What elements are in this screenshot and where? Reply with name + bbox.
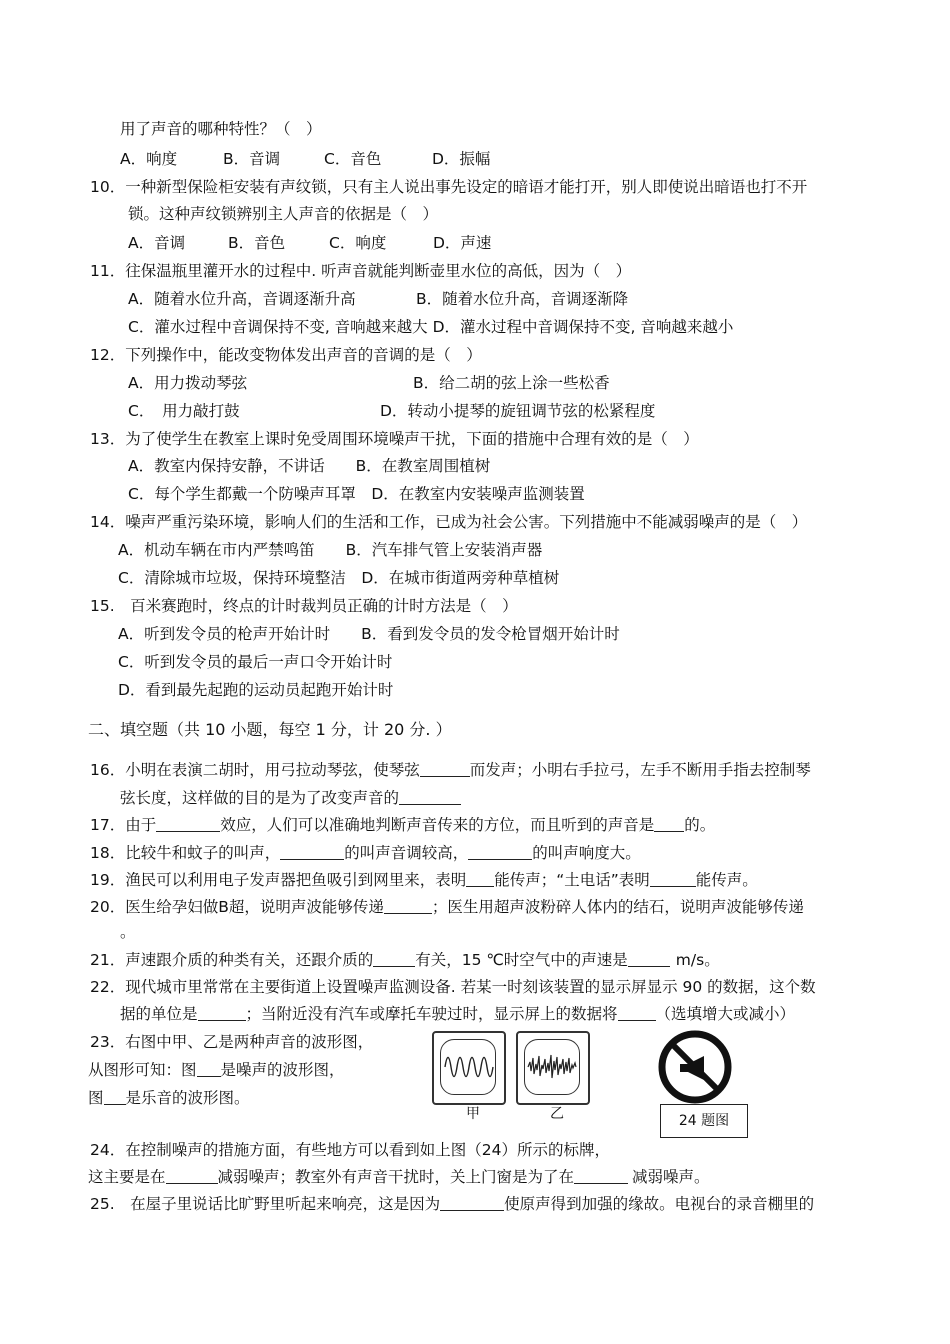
q24-text-3: 减弱噪声。 (632, 1168, 710, 1186)
q12-option-c: C． 用力敲打鼓 (128, 402, 240, 420)
figure-label-jia: 甲 (466, 1106, 480, 1122)
no-honking-sign-icon (658, 1030, 732, 1104)
q12-stem: 12．下列操作中，能改变物体发出声音的音调的是（ ） (90, 346, 482, 364)
q11-option-cd: C．灌水过程中音调保持不变, 音响越来越大 D．灌水过程中音调保持不变, 音响越来越小 (128, 318, 734, 336)
q13-option-ab: A．教室内保持安静，不讲话 B．在教室周围植树 (128, 457, 491, 475)
figure-label-yi: 乙 (550, 1106, 564, 1122)
q25-text-1: 25. 在屋子里说话比旷野里听起来响亮，这是因为 (90, 1195, 441, 1213)
q18-line (90, 843, 641, 863)
sine-wave-icon (441, 1040, 495, 1094)
answer-blank[interactable] (197, 1062, 221, 1077)
sign-caption: 24 题图 (660, 1104, 748, 1138)
q19-text-3: 能传声。 (695, 871, 758, 889)
q9-option-b: B．音调 (223, 150, 281, 168)
noise-wave-icon (525, 1040, 579, 1094)
q16-text-1: 16．小明在表演二胡时，用弓拉动琴弦，使琴弦 (90, 761, 420, 779)
q24-text-1: 这主要是在 (88, 1168, 166, 1186)
q12-option-a: A．用力拨动琴弦 (128, 374, 248, 392)
q17-text-3: 的。 (684, 816, 716, 834)
q13-option-cd: C．每个学生都戴一个防噪声耳罩 D．在教室内安装噪声监测装置 (128, 485, 585, 503)
q10-line1: 10．一种新型保险柜安装有声纹锁，只有主人说出事先设定的暗语才能打开，别人即使说出暗语也打不开 (90, 178, 808, 196)
waveform-jia-screen (432, 1031, 506, 1105)
q23-line1: 23．右图中甲、乙是两种声音的波形图， (90, 1033, 374, 1051)
q20-line2: 。 (120, 923, 136, 941)
q9-option-a: A．响度 (120, 150, 178, 168)
q15-option-ab: A．听到发令员的枪声开始计时 B．看到发令员的发令枪冒烟开始计时 (118, 625, 620, 643)
q23-line3 (88, 1088, 250, 1108)
q17-text-2: 效应，人们可以准确地判断声音传来的方位，而且听到的声音是 (220, 816, 655, 834)
answer-blank[interactable] (166, 1169, 218, 1184)
answer-blank[interactable] (654, 817, 684, 832)
answer-blank[interactable] (420, 762, 470, 777)
q20-text-1: 20．医生给孕妇做B超，说明声波能够传递 (90, 898, 384, 916)
q20-line1 (90, 897, 804, 917)
q10-option-a: A．音调 (128, 234, 186, 252)
answer-blank[interactable] (574, 1169, 628, 1184)
q23-text-3: 图 (88, 1089, 104, 1107)
q11-option-b: B．随着水位升高，音调逐渐降 (416, 290, 629, 308)
q21-line (90, 950, 720, 970)
answer-blank[interactable] (198, 1006, 246, 1021)
waveform-yi-screen (516, 1031, 590, 1105)
q11-stem: 11．往保温瓶里灌开水的过程中. 听声音就能判断壶里水位的高低，因为（ ） (90, 262, 632, 280)
q13-stem: 13．为了使学生在教室上课时免受周围环境噪声干扰，下面的措施中合理有效的是（ ） (90, 430, 699, 448)
q14-option-cd: C．清除城市垃圾，保持环境整洁 D．在城市街道两旁种草植树 (118, 569, 560, 587)
q10-option-c: C．响度 (329, 234, 387, 252)
waveform-jia-display (440, 1039, 496, 1095)
q23-text-1: 从图形可知：图 (88, 1061, 197, 1079)
answer-blank[interactable] (399, 790, 461, 805)
answer-blank[interactable] (104, 1090, 126, 1105)
answer-blank[interactable] (618, 1006, 656, 1021)
q15-option-c: C．听到发令员的最后一声口令开始计时 (118, 653, 393, 671)
q16-text-3: 弦长度，这样做的目的是为了改变声音的 (120, 789, 400, 807)
answer-blank[interactable] (280, 845, 344, 860)
waveform-yi-display (524, 1039, 580, 1095)
q9-stem-end: 用了声音的哪种特性？（ ） (120, 120, 322, 138)
q21-text-1: 21．声速跟介质的种类有关，还跟介质的 (90, 951, 374, 969)
answer-blank[interactable] (440, 1196, 504, 1211)
answer-blank[interactable] (156, 817, 220, 832)
q18-text-3: 的叫声响度大。 (532, 844, 641, 862)
q19-text-2: 能传声；“土电话”表明 (494, 871, 650, 889)
q18-text-2: 的叫声音调较高， (344, 844, 469, 862)
q21-text-3: m/s。 (675, 951, 720, 969)
section-title: 二、填空题（共 10 小题，每空 1 分，计 20 分. ） (88, 720, 452, 739)
q15-stem: 15. 百米赛跑时，终点的计时裁判员正确的计时方法是（ ） (90, 597, 518, 615)
q16-text-2: 而发声；小明右手拉弓，左手不断用手指去控制琴 (469, 761, 811, 779)
q10-option-d: D．声速 (433, 234, 492, 252)
q20-text-2: ；医生用超声波粉碎人体内的结石，说明声波能够传递 (431, 898, 804, 916)
q22-text-3: （选填增大或减小） (655, 1005, 796, 1023)
answer-blank[interactable] (384, 899, 432, 914)
q16-line2 (120, 788, 461, 808)
q10-line2: 锁。这种声纹锁辨别主人声音的依据是（ ） (128, 205, 439, 223)
q23-text-4: 是乐音的波形图。 (125, 1089, 250, 1107)
q24-text-2: 减弱噪声；教室外有声音干扰时，关上门窗是为了在 (217, 1168, 575, 1186)
q22-line2 (120, 1004, 795, 1024)
q14-option-ab: A．机动车辆在市内严禁鸣笛 B．汽车排气管上安装消声器 (118, 541, 543, 559)
q23-line2 (88, 1060, 345, 1080)
q24-line2 (88, 1167, 710, 1187)
q9-option-d: D．振幅 (432, 150, 491, 168)
q22-text-2: ；当附近没有汽车或摩托车驶过时，显示屏上的数据将 (245, 1005, 618, 1023)
answer-blank[interactable] (628, 952, 670, 967)
q25-text-2: 使原声得到加强的缘故。电视台的录音棚里的 (504, 1195, 815, 1213)
q9-option-c: C．音色 (324, 150, 382, 168)
q16-line1 (90, 760, 811, 780)
q24-line1: 24．在控制噪声的措施方面，有些地方可以看到如上图（24）所示的标牌， (90, 1141, 610, 1159)
q21-text-2: 有关，15 ℃时空气中的声速是 (415, 951, 628, 969)
q10-option-b: B．音色 (228, 234, 286, 252)
q12-option-b: B．给二胡的弦上涂一些松香 (413, 374, 610, 392)
q19-line (90, 870, 758, 890)
q23-text-2: 是噪声的波形图， (220, 1061, 345, 1079)
q17-text-1: 17．由于 (90, 816, 157, 834)
q25-line1 (90, 1194, 814, 1214)
q17-line (90, 815, 715, 835)
answer-blank[interactable] (650, 872, 696, 887)
answer-blank[interactable] (468, 845, 532, 860)
q18-text-1: 18．比较牛和蚊子的叫声， (90, 844, 281, 862)
q15-option-d: D．看到最先起跑的运动员起跑开始计时 (118, 681, 394, 699)
answer-blank[interactable] (373, 952, 415, 967)
q19-text-1: 19．渔民可以利用电子发声器把鱼吸引到网里来，表明 (90, 871, 467, 889)
q22-text-1: 据的单位是 (120, 1005, 198, 1023)
q14-stem: 14．噪声严重污染环境，影响人们的生活和工作，已成为社会公害。下列措施中不能减弱噪声的是（ ） (90, 513, 808, 531)
answer-blank[interactable] (466, 872, 494, 887)
q12-option-d: D．转动小提琴的旋钮调节弦的松紧程度 (380, 402, 656, 420)
q11-option-a: A．随着水位升高，音调逐渐升高 (128, 290, 356, 308)
q22-line1: 22．现代城市里常常在主要街道上设置噪声监测设备. 若某一时刻该装置的显示屏显示 90 的数据，这个数 (90, 978, 816, 996)
